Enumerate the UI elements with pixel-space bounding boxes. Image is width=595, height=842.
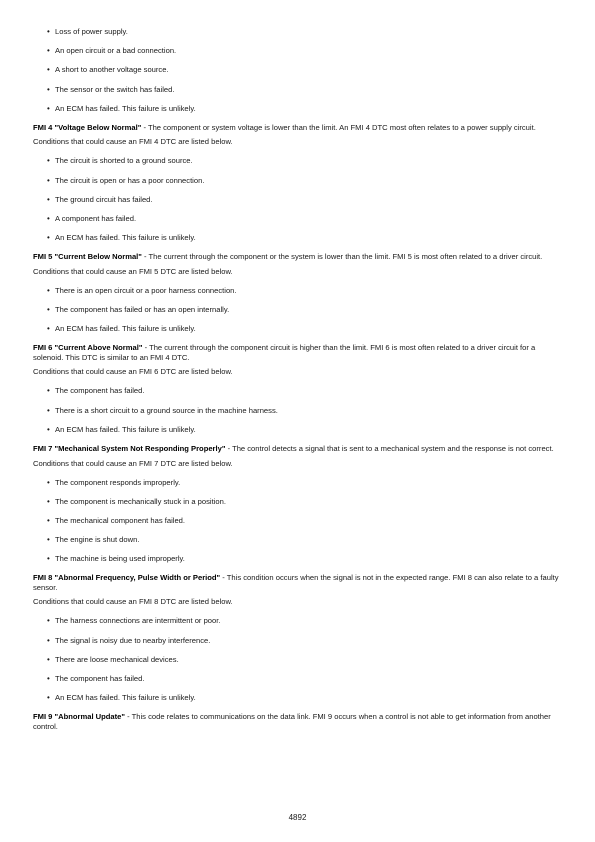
- bullet-icon: •: [47, 535, 50, 545]
- bullet-icon: •: [47, 305, 50, 315]
- fmi-5-bullet-list: [33, 286, 565, 344]
- page-content: [33, 27, 565, 731]
- list-item: • The sensor or the switch has failed.: [47, 84, 175, 94]
- fmi-7-paragraph: [33, 444, 565, 454]
- fmi-7-heading: FMI 7 "Mechanical System Not Responding Properly": [33, 444, 226, 453]
- list-item: • The component has failed or has an open internally.: [47, 305, 230, 315]
- fmi-4-bullet-list: [33, 156, 565, 252]
- fmi-4-conditions-intro: Conditions that could cause an FMI 4 DTC are listed below.: [33, 137, 233, 147]
- fmi-7-bullet-list: [33, 478, 565, 574]
- bullet-icon: •: [47, 635, 50, 645]
- list-item: • An ECM has failed. This failure is unlikely.: [47, 324, 196, 334]
- list-item: • There is a short circuit to a ground source in the machine harness.: [47, 405, 278, 415]
- fmi-9-description: - This code relates to communications on the data link. FMI 9 occurs when a control is not able to get information from another control.: [33, 712, 551, 731]
- fmi-5-heading: FMI 5 "Current Below Normal": [33, 252, 142, 262]
- fmi-5-paragraph: [33, 252, 565, 262]
- bullet-icon: •: [47, 175, 50, 185]
- fmi-5-conditions-intro: Conditions that could cause an FMI 5 DTC are listed below.: [33, 266, 233, 276]
- list-item: • The component has failed.: [47, 674, 145, 683]
- fmi-4-paragraph: [33, 123, 565, 133]
- list-item: • The mechanical component has failed.: [47, 515, 186, 525]
- bullet-icon: •: [47, 285, 50, 295]
- bullet-icon: •: [47, 554, 50, 564]
- fmi-6-bullet-list: [33, 386, 565, 444]
- bullet-icon: •: [47, 233, 50, 243]
- fmi-9-paragraph: [33, 712, 565, 731]
- fmi-6-heading: FMI 6 "Current Above Normal": [33, 343, 143, 353]
- list-item: • The circuit is shorted to a ground source.: [47, 156, 193, 166]
- bullet-icon: •: [47, 515, 50, 525]
- list-item: • A component has failed.: [47, 214, 137, 223]
- fmi-6-conditions-intro: Conditions that could cause an FMI 6 DTC are listed below.: [33, 367, 233, 377]
- bullet-icon: •: [47, 405, 50, 415]
- list-item: • The component has failed.: [47, 386, 145, 396]
- bullet-icon: •: [47, 424, 50, 434]
- bullet-icon: •: [47, 654, 50, 664]
- fmi-8-description: - This condition occurs when the signal is not in the expected range. FMI 8 can also relate to a faulty sensor.: [33, 573, 559, 592]
- list-item: • The component responds improperly.: [47, 477, 181, 487]
- bullet-icon: •: [47, 156, 50, 166]
- list-item: • The harness connections are intermittent or poor.: [47, 616, 221, 626]
- fmi-9-heading: FMI 9 "Abnormal Update": [33, 712, 126, 722]
- bullet-list: [33, 27, 565, 123]
- list-item: • The component is mechanically stuck in a position.: [47, 496, 226, 506]
- list-item: • The ground circuit has failed.: [47, 194, 153, 204]
- list-item: • An ECM has failed. This failure is unlikely.: [47, 424, 196, 434]
- bullet-icon: •: [47, 84, 50, 94]
- bullet-icon: •: [47, 27, 50, 36]
- bullet-icon: •: [47, 616, 50, 626]
- page-number: 4892: [288, 813, 307, 822]
- bullet-icon: •: [47, 693, 50, 703]
- list-item: • Loss of power supply.: [47, 27, 128, 36]
- fmi-6-paragraph: [33, 343, 565, 362]
- fmi-7-description: - The control detects a signal that is sent to a mechanical system and the response is not correct.: [225, 444, 554, 453]
- bullet-icon: •: [47, 324, 50, 334]
- bullet-icon: •: [47, 496, 50, 506]
- list-item: • An ECM has failed. This failure is unlikely.: [47, 693, 196, 703]
- list-item: • A short to another voltage source.: [47, 65, 169, 75]
- list-item: • There are loose mechanical devices.: [47, 654, 179, 664]
- bullet-icon: •: [47, 65, 50, 75]
- bullet-icon: •: [47, 46, 50, 56]
- bullet-icon: •: [47, 194, 50, 204]
- fmi-8-bullet-list: [33, 616, 565, 712]
- list-item: • The signal is noisy due to nearby interference.: [47, 635, 211, 645]
- fmi-7-conditions-intro: Conditions that could cause an FMI 7 DTC are listed below.: [33, 458, 233, 468]
- bullet-icon: •: [47, 674, 50, 683]
- list-item: • An ECM has failed. This failure is unlikely.: [47, 103, 196, 113]
- fmi-4-heading: FMI 4 "Voltage Below Normal": [33, 122, 142, 132]
- fmi-5-description: - The current through the component or the system is lower than the limit. FMI 5 is most often related to a driver circuit.: [141, 252, 543, 262]
- bullet-icon: •: [47, 477, 50, 487]
- bullet-icon: •: [47, 386, 50, 396]
- fmi-6-description: - The current through the component circuit is higher than the limit. FMI 6 is most often related to a driver circuit for a solenoid. This DTC is similar to an FMI 4 DTC.: [33, 343, 536, 362]
- list-item: • The engine is shut down.: [47, 535, 140, 545]
- fmi-4-description: - The component or system voltage is lower than the limit. An FMI 4 DTC most often relates to a power supply circuit.: [141, 122, 536, 132]
- list-item: • There is an open circuit or a poor harness connection.: [47, 285, 237, 295]
- list-item: • The machine is being used improperly.: [47, 554, 185, 564]
- list-item: • The circuit is open or has a poor connection.: [47, 175, 205, 185]
- bullet-icon: •: [47, 103, 50, 113]
- list-item: • An ECM has failed. This failure is unlikely.: [47, 233, 196, 243]
- fmi-8-heading: FMI 8 "Abnormal Frequency, Pulse Width or Period": [33, 573, 221, 583]
- list-item: • An open circuit or a bad connection.: [47, 46, 177, 56]
- fmi-8-paragraph: [33, 573, 565, 592]
- fmi-8-conditions-intro: Conditions that could cause an FMI 8 DTC are listed below.: [33, 597, 233, 607]
- bullet-icon: •: [47, 214, 50, 223]
